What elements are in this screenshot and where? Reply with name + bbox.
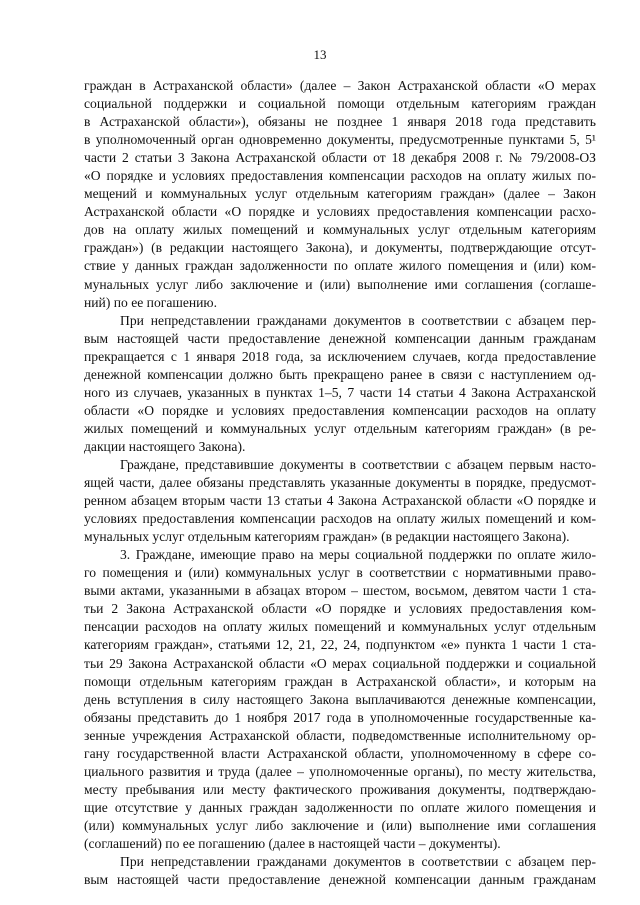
text-line: 3. Граждане, имеющие право на меры социальной поддержки по оплате жило- <box>120 547 596 563</box>
text-line: гану государственной власти Астраханской области, уполномоченному в сфере со- <box>84 745 596 761</box>
text-line: ящей части, далее обязаны представлять указанные документы в порядке, предусмот- <box>84 475 596 491</box>
text-line: части 2 статьи 3 Закона Астраханской области от 18 декабря 2008 г. № 79/2008-ОЗ <box>84 150 596 166</box>
page-number: 13 <box>313 47 327 62</box>
text-line: мещений и коммунальных услуг отдельным категориям граждан» (далее – Закон <box>84 186 596 202</box>
text-line: Астраханской области «О порядке и условиях предоставления компенсации расхо- <box>84 204 596 220</box>
text-line: (соглашений) по ее погашению (далее в настоящей части – документы). <box>84 835 501 851</box>
text-line: в уполномоченный орган одновременно документы, предусмотренные пунктами 5, 5¹ <box>84 132 596 148</box>
text-line: зенные учреждения Астраханской области, подведомственные исполнительному ор- <box>84 727 596 743</box>
text-line: ний) по ее погашению. <box>84 294 217 310</box>
text-line: мунальных услуг отдельным категориям граждан» (в редакции настоящего Закона). <box>84 529 570 545</box>
text-line: ного из случаев, указанных в пунктах 1–5, 7 части 14 статьи 4 Закона Астраханской <box>84 384 596 400</box>
text-line: области «О порядке и условиях предоставления компенсации расходов на оплату <box>84 402 596 418</box>
text-line: вым настоящей части предоставление денежной компенсации данным гражданам <box>84 872 596 888</box>
text-line: месту пребывания или месту фактического проживания документы, подтверждаю- <box>84 781 596 797</box>
text-line: «О порядке и условиях предоставления компенсации расходов на оплату жилых по- <box>84 168 596 184</box>
text-line: дакции настоящего Закона). <box>84 438 246 454</box>
text-line: вым настоящей части предоставление денежной компенсации данным гражданам <box>84 330 596 346</box>
text-line: выми актами, указанными в абзацах втором – шестом, восьмом, девятом части 1 ста- <box>84 583 596 599</box>
text-line: условиях предоставления компенсации расходов на оплату жилых помещений и ком- <box>84 511 596 527</box>
text-line: денежной компенсации должно быть прекращено ранее в связи с наступлением од- <box>84 366 596 382</box>
text-line: в Астраханской области»), обязаны не позднее 1 января 2018 года представить <box>84 114 596 130</box>
text-line: ствие у данных граждан задолженности по оплате жилого помещения и (или) ком- <box>84 258 596 274</box>
text-line: граждан в Астраханской области» (далее – Закон Астраханской области «О мерах <box>84 78 596 93</box>
text-line: дов на оплату жилых помещений и коммунальных услуг отдельным категориям <box>84 222 596 238</box>
text-line: социальной поддержки и социальной помощи отдельным категориям граждан <box>84 96 596 112</box>
text-line: день вступления в силу настоящего Закона выплачиваются денежные компенсации, <box>84 691 596 707</box>
text-line: помощи отдельным категориям граждан в Астраханской области», и которым на <box>84 673 596 689</box>
text-line: пенсации расходов на оплату жилых помещений и коммунальных услуг отдельным <box>84 619 596 635</box>
text-line: При непредставлении гражданами документов в соответствии с абзацем пер- <box>120 854 596 870</box>
text-line: тьи 29 Закона Астраханской области «О мерах социальной поддержки и социальной <box>84 655 596 671</box>
text-line: жилых помещений и коммунальных услуг отдельным категориям граждан» (в ре- <box>84 420 596 436</box>
text-line: циального развития и труда (далее – уполномоченные органы), по месту жительства, <box>84 763 596 779</box>
text-line: ренном абзацем вторым части 13 статьи 4 Закона Астраханской области «О порядке и <box>84 493 596 509</box>
text-line: При непредставлении гражданами документов в соответствии с абзацем пер- <box>120 312 596 328</box>
text-line: прекращается с 1 января 2018 года, за исключением случаев, когда предоставление <box>84 348 596 364</box>
text-line: Граждане, представившие документы в соответствии с абзацем первым насто- <box>120 456 596 472</box>
text-line: обязаны представить до 1 ноября 2017 года в уполномоченные государственные ка- <box>84 709 596 725</box>
text-line: тьи 2 Закона Астраханской области «О порядке и условиях предоставления ком- <box>84 601 596 617</box>
document-body <box>84 77 596 889</box>
text-line: го помещения и (или) коммунальных услуг в соответствии с нормативными право- <box>84 565 596 581</box>
text-line: (или) коммунальных услуг либо заключение и (или) выполнение ими соглашения <box>84 817 596 833</box>
text-line: мунальных услуг либо заключение и (или) выполнение ими соглашения (соглаше- <box>84 276 596 292</box>
text-line: категориям граждан», статьями 12, 21, 22, 24, подпунктом «е» пункта 1 части 1 ста- <box>84 637 596 653</box>
text-line: щие отсутствие у данных граждан задолженности по оплате жилого помещения и <box>84 799 596 815</box>
text-line: граждан») (в редакции настоящего Закона), и документы, подтверждающие отсут- <box>84 240 596 256</box>
